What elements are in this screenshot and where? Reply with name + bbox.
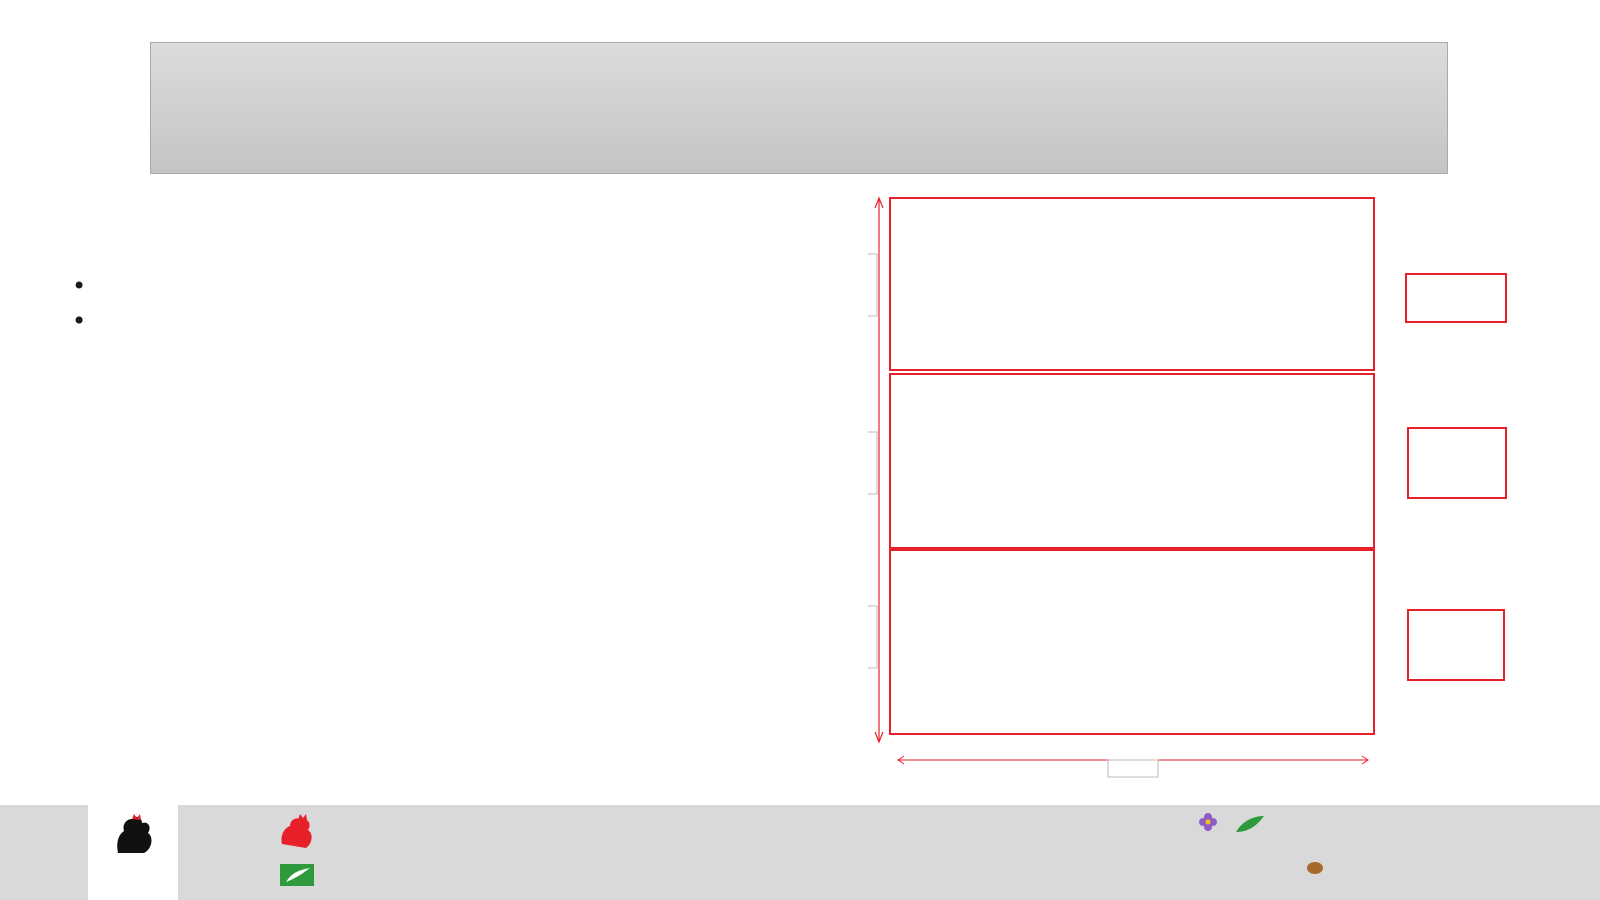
dimension-label-vertical [868,432,877,494]
block-frame-extreme [890,550,1374,734]
potato-icon [1307,862,1323,874]
wallonie-relance-logo [88,805,178,900]
bottom-dimension [898,756,1368,777]
flower-icon [1199,813,1217,831]
leaf-icon [1236,816,1264,832]
rooster-icon [88,813,178,857]
trial-plot-diagram [868,194,1518,802]
system-legend-conventional [1406,274,1506,322]
wallonie-recherche-logo [278,812,448,892]
title-bar [150,42,1448,174]
fiwap-logo [1140,810,1340,895]
system-legend-extreme [1408,610,1504,680]
rooster-icon [281,818,311,848]
block-frame-intermediate [890,374,1374,548]
block-frame-conventional [890,198,1374,370]
dimension-label-vertical [868,254,877,316]
bullet-list [70,268,810,303]
dimension-label-vertical [868,606,877,668]
footer-bar [0,805,1600,900]
system-legend-intermediate [1408,428,1506,498]
craw-info [481,810,1101,813]
